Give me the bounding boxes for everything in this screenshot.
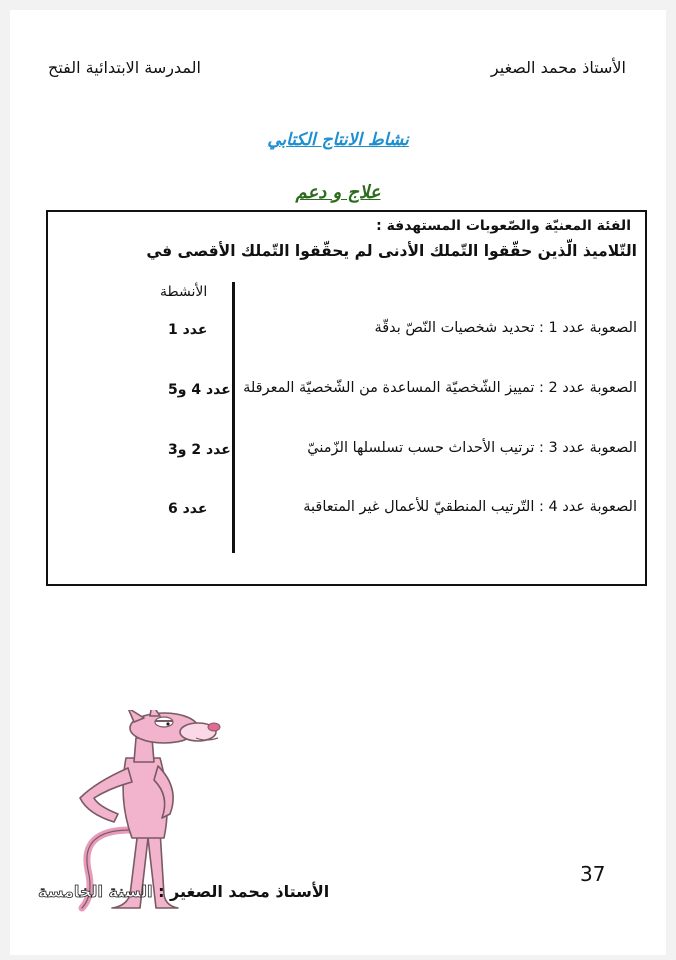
activity-ref-4: عدد 6: [168, 501, 208, 517]
difficulty-row-2: [243, 380, 637, 396]
activity-ref-2: عدد 4 و5: [168, 382, 231, 398]
difficulty-row-3: [307, 440, 637, 456]
school-name-header: المدرسة الابتدائية الفتح: [48, 58, 201, 77]
page-subtitle: علاج و دعم: [295, 182, 381, 203]
difficulty-row-4: [303, 499, 637, 515]
column-divider: [232, 282, 235, 553]
difficulty-label: الصعوبة عدد 1 :: [539, 320, 637, 336]
difficulty-row-1: [374, 320, 637, 336]
difficulty-label: الصعوبة عدد 2 :: [539, 380, 637, 396]
difficulty-text: تحديد شخصيات النّصّ بدقّة: [374, 320, 535, 336]
footer: [38, 882, 329, 901]
teacher-name-header: الأستاذ محمد الصغير: [490, 58, 626, 77]
activities-header: الأنشطة: [160, 284, 208, 300]
page-title: نشاط الانتاج الكتابي: [267, 130, 409, 150]
difficulty-label: الصعوبة عدد 4 :: [539, 499, 637, 515]
footer-teacher: الأستاذ محمد الصغير :: [158, 882, 330, 901]
page-number: 37: [580, 862, 606, 886]
worksheet-page: [10, 10, 666, 955]
difficulties-box: [46, 210, 647, 586]
activity-ref-1: عدد 1: [168, 322, 208, 338]
target-group-label: الفئة المعنيّة والصّعوبات المستهدفة :: [376, 218, 631, 234]
footer-grade: السنة الخامسة: [38, 882, 153, 901]
target-group-text: التّلاميذ الّذين حقّقوا التّملك الأدنى لم يحقّقوا التّملك الأقصى في: [146, 242, 637, 260]
difficulty-text: تمييز الشّخصيّة المساعدة من الشّخصيّة المعرقلة: [243, 380, 535, 396]
difficulty-text: ترتيب الأحداث حسب تسلسلها الزّمنيّ: [307, 440, 535, 456]
activity-ref-3: عدد 2 و3: [168, 442, 231, 458]
difficulty-label: الصعوبة عدد 3 :: [539, 440, 637, 456]
difficulty-text: التّرتيب المنطقيّ للأعمال غير المتعاقبة: [303, 499, 535, 515]
